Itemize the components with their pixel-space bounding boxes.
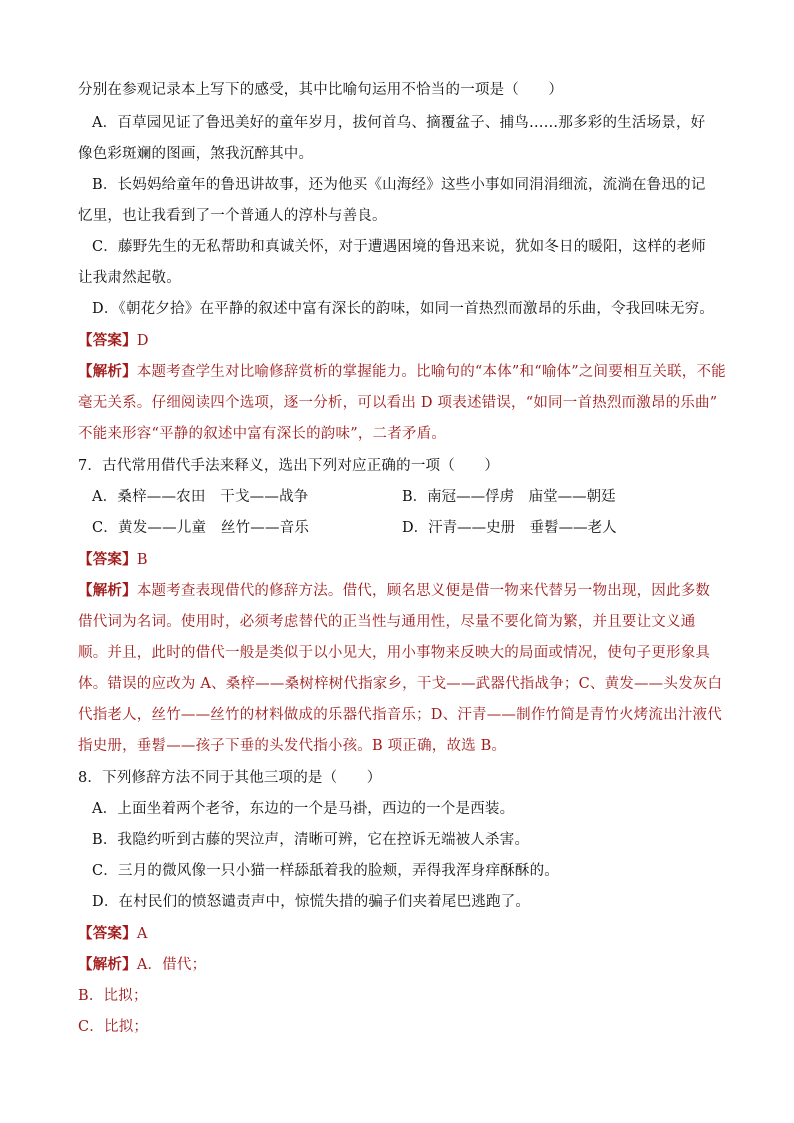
answer-value: A <box>136 926 148 942</box>
q6-answer <box>78 331 149 351</box>
q8-option-d: D．在村民们的愤怒谴责声中，惊慌失措的骗子们夹着尾巴逃跑了。 <box>92 894 531 910</box>
q7-analysis-line4: 体。错误的应改为 A、桑梓——桑树梓树代指家乡，干戈——武器代指战争；C、黄发——头发灰白 <box>78 676 723 692</box>
answer-tag: 【答案】 <box>78 332 137 349</box>
q7-analysis-line1 <box>78 581 710 601</box>
q6-analysis-line3: 不能来形容“平静的叙述中富有深长的韵味”，二者矛盾。 <box>78 426 447 442</box>
q6-option-a-line2: 像色彩斑斓的图画，煞我沉醉其中。 <box>78 146 314 162</box>
q8-analysis-line1 <box>78 955 206 975</box>
q7-stem: 7．古代常用借代手法来释义，选出下列对应正确的一项（ ） <box>78 458 500 474</box>
q7-answer <box>78 550 148 570</box>
q7-analysis-line5: 代指老人，丝竹——丝竹的材料做成的乐器代指音乐；D、汗青——制作竹简是青竹火烤流出汁液代 <box>78 707 722 723</box>
q7-analysis-line3: 顺。并且，此时的借代一般是类似于以小见大，用小事物来反映大的局面或情况，使句子更形象具 <box>78 645 711 661</box>
analysis-text: 本题考查学生对比喻修辞赏析的掌握能力。比喻句的“本体”和“喻体”之间要相互关联，不能 <box>136 364 726 380</box>
analysis-text: A．借代； <box>136 957 207 973</box>
q7-option-c: C．黄发——儿童 丝竹——音乐 <box>92 520 310 536</box>
answer-value: B <box>136 552 148 568</box>
q8-option-a: A．上面坐着两个老爷，东边的一个是马褂，西边的一个是西装。 <box>92 801 515 817</box>
analysis-tag: 【解析】 <box>78 956 137 973</box>
q8-stem: 8．下列修辞方法不同于其他三项的是（ ） <box>78 770 382 786</box>
q8-answer <box>78 924 147 944</box>
q8-option-c: C．三月的微风像一只小猫一样舔舐着我的脸颊，弄得我浑身痒酥酥的。 <box>92 863 559 879</box>
q6-option-a-line1: A．百草园见证了鲁迅美好的童年岁月，拔何首乌、摘覆盆子、捕鸟……那多彩的生活场景，好 <box>92 115 706 131</box>
answer-tag: 【答案】 <box>78 551 137 568</box>
analysis-text: 本题考查表现借代的修辞方法。借代，顾名思义便是借一物来代替另一物出现，因此多数 <box>136 583 711 599</box>
q7-option-a: A．桑梓——农田 干戈——战争 <box>92 489 309 505</box>
q7-analysis-line6: 指史册，垂髫——孩子下垂的头发代指小孩。B 项正确，故选 B。 <box>78 738 507 754</box>
q6-stem: 分别在参观记录本上写下的感受，其中比喻句运用不恰当的一项是（ ） <box>78 82 564 98</box>
q6-analysis-line2: 毫无关系。仔细阅读四个选项，逐一分析，可以看出 D 项表述错误，“如同一首热烈而激昂的乐曲” <box>78 395 718 411</box>
q6-option-b-line1: B．长妈妈给童年的鲁迅讲故事，还为他买《山海经》这些小事如同涓涓细流，流淌在鲁迅的记 <box>92 177 706 193</box>
q6-option-c-line2: 让我肃然起敬。 <box>78 270 181 286</box>
analysis-tag: 【解析】 <box>78 363 137 380</box>
q6-option-b-line2: 忆里，也让我看到了一个普通人的淳朴与善良。 <box>78 208 387 224</box>
q7-option-d: D．汗青——史册 垂髫——老人 <box>402 520 617 536</box>
q7-analysis-line2: 借代词为名词。使用时，必须考虑替代的正当性与通用性，尽量不要化简为繁，并且要让文义通 <box>78 614 696 630</box>
q8-option-b: B．我隐约听到古藤的哭泣声，清晰可辨，它在控诉无端被人杀害。 <box>92 832 530 848</box>
answer-tag: 【答案】 <box>78 925 137 942</box>
q6-option-d: D．《朝花夕拾》在平静的叙述中富有深长的韵味，如同一首热烈而激昂的乐曲，令我回味无穷。 <box>92 301 714 317</box>
answer-value: D <box>136 333 149 349</box>
q8-analysis-line3: C．比拟； <box>78 1019 149 1035</box>
q8-analysis-line2: B．比拟； <box>78 988 148 1004</box>
q6-analysis-line1 <box>78 362 726 382</box>
q6-option-c-line1: C．藤野先生的无私帮助和真诚关怀，对于遭遇困境的鲁迅来说，犹如冬日的暖阳，这样的老师 <box>92 239 706 255</box>
q7-option-b: B．南冠——俘虏 庙堂——朝廷 <box>402 489 616 505</box>
analysis-tag: 【解析】 <box>78 582 137 599</box>
